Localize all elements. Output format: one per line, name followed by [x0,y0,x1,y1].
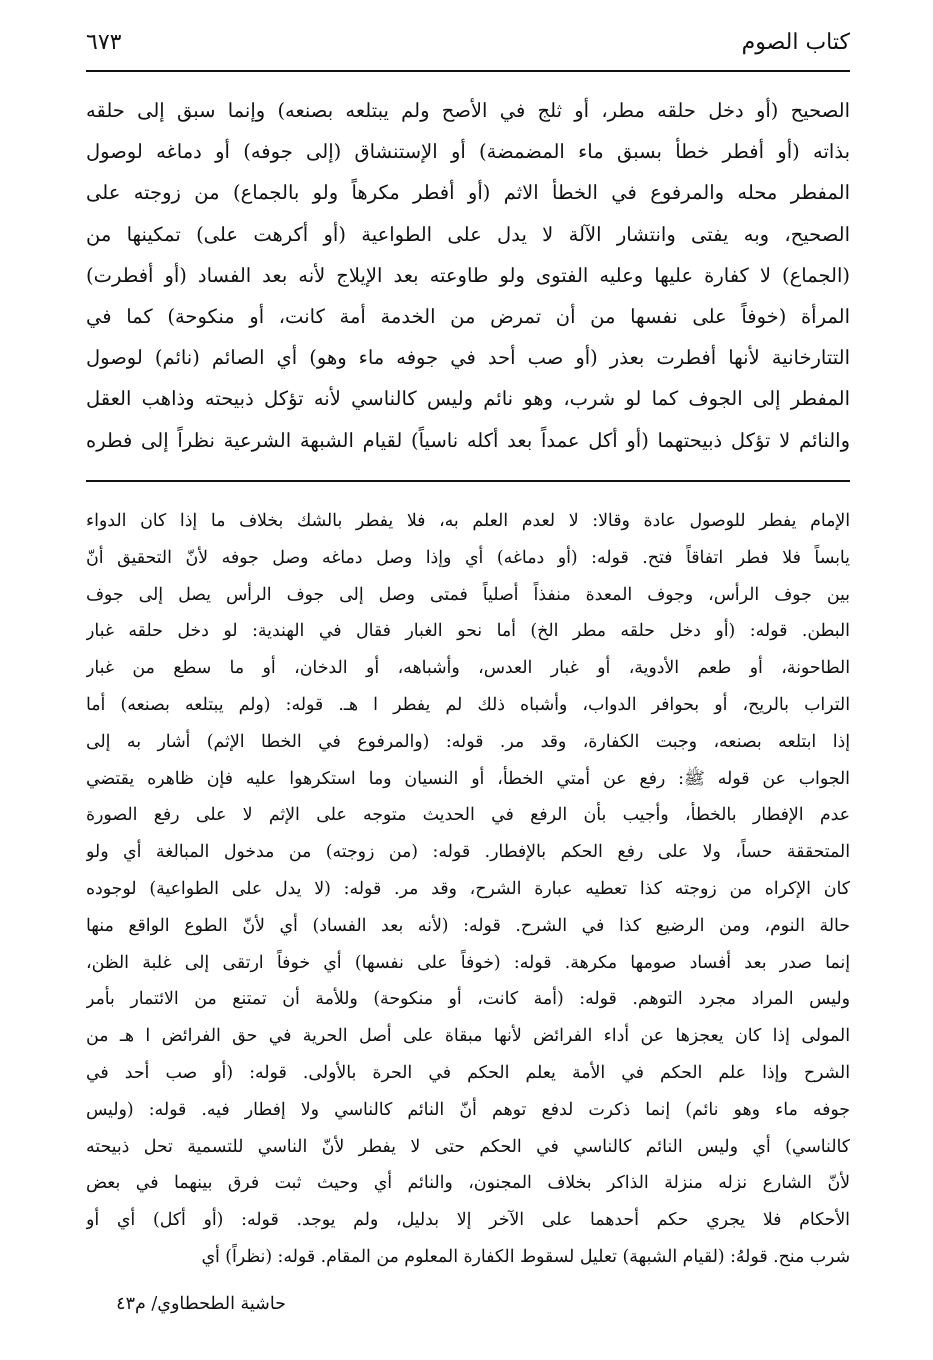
main-text-line: المرأة (خوفاً على نفسها من أن تمرض من الخدمة أمة كانت، أو منكوحة) كما في [86,304,850,328]
signature-mark [86,1294,286,1314]
main-text-block [86,90,850,461]
footnote-line: الشرح وإذا علم الحكم في الأمة يعلم الحكم في الحرة بالأولى. قوله: (أو صب أحد في [86,1062,850,1083]
chapter-title: كتاب الصوم [741,30,850,55]
footnote-divider [86,480,850,482]
footnote-line: الطاحونة، أو طعم الأدوية، أو غبار العدس، وأشباهه، أو الدخان، أو ما سطع من غبار [86,658,850,679]
footnote-line: الأحكام فلا يجري حكم أحدهما على الآخر إلا بدليل، ولم يوجد. قوله: (أو أكل) أي أو [86,1210,850,1231]
footnote-line: إذا ابتلعه بصنعه، وجبت الكفارة، وقد مر. قوله: (والمرفوع في الخطا الإثم) أشار به إلى [86,731,850,752]
footnote-line: البطن. قوله: (أو دخل حلقه مطر الخ) أما نحو الغبار فقال في الهندية: لو دخل حلقه غبار [86,621,850,642]
main-text-line: التتارخانية لأنها أفطرت بعذر (أو صب أحد في جوفه ماء وهو) أي الصائم (نائم) لوصول [86,346,850,370]
footnote-line: عدم الإفطار بالخطأ، وأجيب بأن الرفع في الحديث متوجه على الإثم لا على رفع الصورة [86,805,850,826]
footnote-line: إنما صدر بعد أفساد صومها مكرهة. قوله: (خوفاً على نفسها) أي خوفاً ارتقى إلى غلبة الظن، [86,952,850,973]
main-text-line: المفطر إلى الجوف كما لو شرب، وهو نائم وليس كالناسي لأنه تؤكل ذبيحته وذاهب العقل [86,387,850,411]
footnote-line: لأنّ الشارع نزله منزلة الذاكر بخلاف المجنون، والنائم أي وحيث ثبت فرق بينهما في بعض [86,1173,850,1194]
footnote-line: كان الإكراه من زوجته كذا تعطيه عبارة الشرح، وقد مر. قوله: (لا يدل على الطواعية) لوجوده [86,878,850,899]
footnote-line: بين جوف الرأس، وجوف المعدة منفذاً أصلياً فمتى وصل إلى جوف الرأس يصل إلى جوف [86,584,850,605]
main-text-line: المفطر محله والمرفوع في الخطأ الاثم (أو أفطر مكرهاً ولو بالجماع) من زوجته على [86,181,850,205]
footnote-line: يابساً فلا فطر اتفاقاً فتح. قوله: (أو دماغه) أي وإذا وصل دماغه وصل جوفه لأنّ التحقيق أنّ [86,547,850,568]
footnote-text-block [86,503,850,1276]
main-text-line: الصحيح، وبه يفتى وانتشار الآلة لا يدل على الطواعية (أو أكرهت على) تمكينها من [86,222,850,246]
footnote-line: شرب منح. قولهُ: (لقيام الشبهة) تعليل لسقوط الكفارة المعلوم من المقام. قوله: (نظراً) أي [201,1246,850,1267]
main-text-line: الصحيح (أو دخل حلقه مطر، أو ثلج في الأصح ولم يبتلعه بصنعه) وإنما سبق إلى حلقه [86,99,850,122]
footnote-line: الإمام يفطر للوصول عادة وقالا: لا لعدم العلم به، فلا يفطر بالشك بخلاف ما إذا كان الدواء [86,511,850,531]
footnote-line: التراب بالريح، أو بحوافر الدواب، وأشباه ذلك لم يفطر ا هـ. قوله: (ولم يبتلعه بصنعه) أما [86,694,850,715]
footnote-line: الجواب عن قوله ﷺ: رفع عن أمتي الخطأ، أو النسيان وما استكرهوا عليه فإن ظاهره يقتضي [86,768,850,789]
page-number: ٦٧٣ [86,30,122,55]
footnote-line: وليس المراد مجرد التوهم. قوله: (أمة كانت، أو منكوحة) وللأمة أن تمتنع من الائتمار بأمر [86,989,850,1010]
footnote-line: جوفه ماء وهو نائم) إنما ذكرت لدفع توهم أنّ النائم كالناسي ولا إفطار فيه. قوله: (وليس [86,1099,850,1120]
header-divider [86,70,850,72]
footnote-line: كالناسي) أي وليس النائم كالناسي في الحكم حتى لا يفطر لأنّ الناسي للتسمية تحل ذبيحته [86,1136,850,1157]
main-text-line: والنائم لا تؤكل ذبيحتهما (أو أكل عمداً بعد أكله ناسياً) لقيام الشبهة الشرعية نظراً إلى فطره [86,428,850,452]
signature-text: حاشية الطحطاوي/ م٤٣ [116,1294,286,1314]
footnote-line: حالة النوم، ومن الرضيع كذا في الشرح. قوله: (لأنه بعد الفساد) أي لأنّ الطوع الواقع منها [86,915,850,936]
footnote-line: المتحققة حساً، ولا على رفع الحكم بالإفطار. قوله: (من زوجته) من مدخول المبالغة أي ولو [86,842,850,863]
page-header [86,30,850,66]
footnote-line: المولى إذا كان يعجزها عن أداء الفرائض لأنها مبقاة على أصل الحرية في حق الفرائض ا هـ من [86,1026,850,1047]
main-text-line: (الجماع) لا كفارة عليها وعليه الفتوى ولو طاوعته بعد الإيلاج لأنه بعد الفساد (أو أفطرت) [86,263,850,287]
main-text-line: بذاته (أو أفطر خطأ بسبق ماء المضمضة) أو الإستنشاق (إلى جوفه) أو دماغه لوصول [86,140,850,164]
